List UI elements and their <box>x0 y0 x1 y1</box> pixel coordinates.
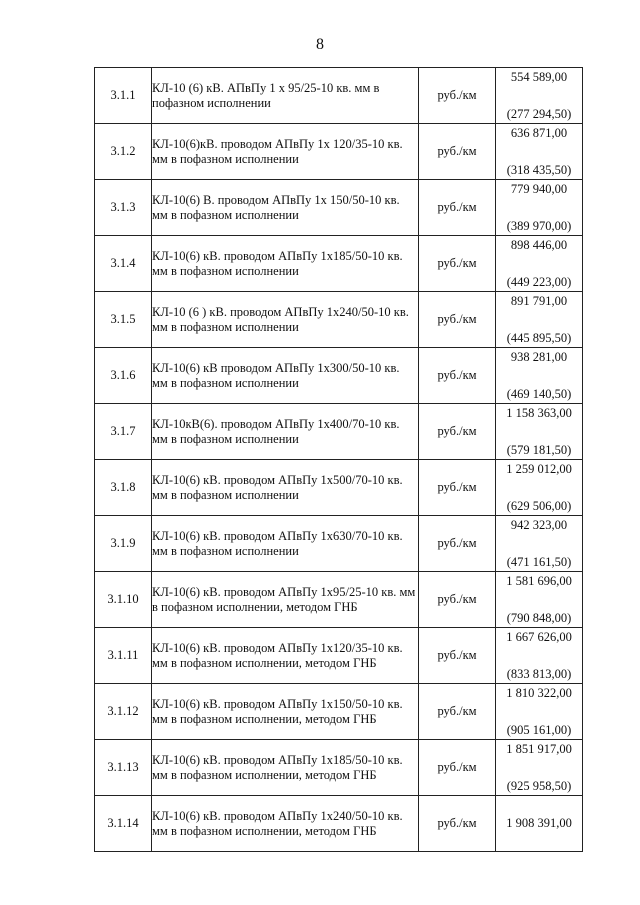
table-row <box>95 628 583 684</box>
table-row <box>95 516 583 572</box>
item-price-cell <box>496 628 583 684</box>
item-number: 3.1.6 <box>95 348 152 404</box>
item-price-alt: (925 958,50) <box>506 778 572 793</box>
item-description: КЛ-10(6) кВ. проводом АПвПу 1х120/35-10 кв. мм в пофазном исполнении, методом ГНБ <box>152 640 403 670</box>
item-description: КЛ-10(6) кВ проводом АПвПу 1х300/50-10 кв. мм в пофазном исполнении <box>152 360 400 390</box>
item-price-cell <box>496 796 583 852</box>
item-description-cell <box>152 68 419 124</box>
item-price-cell <box>496 180 583 236</box>
price-values <box>496 686 582 738</box>
table-row <box>95 68 583 124</box>
item-number: 3.1.11 <box>95 628 152 684</box>
price-values <box>496 182 582 234</box>
item-description-cell <box>152 404 419 460</box>
item-description: КЛ-10(6) В. проводом АПвПу 1х 150/50-10 кв. мм в пофазном исполнении <box>152 192 400 222</box>
table-row <box>95 404 583 460</box>
item-description-cell <box>152 628 419 684</box>
table-row <box>95 740 583 796</box>
item-price-alt: (318 435,50) <box>506 162 572 177</box>
item-unit: руб./км <box>419 180 496 236</box>
rates-table-body <box>95 68 583 852</box>
table-row <box>95 180 583 236</box>
item-price-alt: (905 161,00) <box>506 722 572 737</box>
item-description: КЛ-10 (6) кВ. АПвПу 1 х 95/25-10 кв. мм в пофазном исполнении <box>152 80 380 110</box>
item-unit: руб./км <box>419 516 496 572</box>
item-price-alt: (833 813,00) <box>506 666 572 681</box>
item-price: 942 323,00 <box>510 517 568 532</box>
item-price-alt: (277 294,50) <box>506 106 572 121</box>
table-row <box>95 684 583 740</box>
item-price: 1 259 012,00 <box>506 461 572 476</box>
item-description-cell <box>152 460 419 516</box>
table-row <box>95 796 583 852</box>
item-unit: руб./км <box>419 684 496 740</box>
item-price: 1 581 696,00 <box>506 573 572 588</box>
item-unit: руб./км <box>419 124 496 180</box>
item-unit: руб./км <box>419 348 496 404</box>
item-price-alt: (579 181,50) <box>506 442 572 457</box>
item-description-cell <box>152 516 419 572</box>
table-row <box>95 348 583 404</box>
item-price-cell <box>496 572 583 628</box>
item-price: 779 940,00 <box>510 181 568 196</box>
price-values <box>496 70 582 122</box>
table-row <box>95 460 583 516</box>
item-price-cell <box>496 292 583 348</box>
item-number: 3.1.3 <box>95 180 152 236</box>
item-price-cell <box>496 516 583 572</box>
item-price-alt: (469 140,50) <box>506 386 572 401</box>
item-number: 3.1.7 <box>95 404 152 460</box>
item-price-cell <box>496 348 583 404</box>
item-description: КЛ-10(6) кВ. проводом АПвПу 1х150/50-10 кв. мм в пофазном исполнении, методом ГНБ <box>152 696 403 726</box>
item-description-cell <box>152 180 419 236</box>
item-price: 891 791,00 <box>510 293 568 308</box>
item-price: 1 158 363,00 <box>506 405 572 420</box>
item-unit: руб./км <box>419 572 496 628</box>
item-price-alt: (629 506,00) <box>506 498 572 513</box>
item-price-cell <box>496 460 583 516</box>
item-description-cell <box>152 796 419 852</box>
item-price-alt: (471 161,50) <box>506 554 572 569</box>
item-price-cell <box>496 68 583 124</box>
item-description: КЛ-10(6)кВ. проводом АПвПу 1х 120/35-10 кв. мм в пофазном исполнении <box>152 136 403 166</box>
table-row <box>95 124 583 180</box>
rates-table <box>94 67 583 852</box>
table-row <box>95 292 583 348</box>
item-number: 3.1.13 <box>95 740 152 796</box>
item-price: 1 908 391,00 <box>506 816 572 830</box>
item-description-cell <box>152 740 419 796</box>
item-description: КЛ-10(6) кВ. проводом АПвПу 1х240/50-10 кв. мм в пофазном исполнении, методом ГНБ <box>152 808 403 838</box>
item-description-cell <box>152 684 419 740</box>
item-price-alt: (790 848,00) <box>506 610 572 625</box>
item-price-cell <box>496 236 583 292</box>
item-price-cell <box>496 740 583 796</box>
item-number: 3.1.9 <box>95 516 152 572</box>
item-number: 3.1.4 <box>95 236 152 292</box>
item-unit: руб./км <box>419 68 496 124</box>
item-description: КЛ-10 (6 ) кВ. проводом АПвПу 1х240/50-10 кв. мм в пофазном исполнении <box>152 304 409 334</box>
item-price-alt: (445 895,50) <box>506 330 572 345</box>
item-description: КЛ-10кВ(6). проводом АПвПу 1х400/70-10 кв. мм в пофазном исполнении <box>152 416 400 446</box>
price-values <box>496 630 582 682</box>
price-values <box>496 462 582 514</box>
item-description: КЛ-10(6) кВ. проводом АПвПу 1х95/25-10 кв. мм в пофазном исполнении, методом ГНБ <box>152 584 416 614</box>
item-unit: руб./км <box>419 628 496 684</box>
item-unit: руб./км <box>419 292 496 348</box>
item-price: 554 589,00 <box>510 69 568 84</box>
item-description-cell <box>152 572 419 628</box>
item-price: 1 851 917,00 <box>506 741 572 756</box>
item-price: 898 446,00 <box>510 237 568 252</box>
price-values <box>496 238 582 290</box>
item-unit: руб./км <box>419 460 496 516</box>
item-description: КЛ-10(6) кВ. проводом АПвПу 1х185/50-10 кв. мм в пофазном исполнении, методом ГНБ <box>152 752 403 782</box>
item-number: 3.1.8 <box>95 460 152 516</box>
item-description: КЛ-10(6) кВ. проводом АПвПу 1х185/50-10 кв. мм в пофазном исполнении <box>152 248 403 278</box>
item-unit: руб./км <box>419 796 496 852</box>
item-price: 1 810 322,00 <box>506 685 572 700</box>
page-number: 8 <box>316 36 324 53</box>
price-values <box>496 126 582 178</box>
item-number: 3.1.14 <box>95 796 152 852</box>
item-number: 3.1.10 <box>95 572 152 628</box>
item-number: 3.1.2 <box>95 124 152 180</box>
item-price-cell <box>496 684 583 740</box>
item-description-cell <box>152 292 419 348</box>
item-price-alt: (389 970,00) <box>506 218 572 233</box>
item-number: 3.1.1 <box>95 68 152 124</box>
price-values <box>496 798 582 850</box>
table-row <box>95 572 583 628</box>
price-values <box>496 518 582 570</box>
price-values <box>496 406 582 458</box>
price-values <box>496 294 582 346</box>
item-price: 938 281,00 <box>510 349 568 364</box>
item-unit: руб./км <box>419 404 496 460</box>
item-price: 1 667 626,00 <box>506 629 572 644</box>
price-values <box>496 574 582 626</box>
item-number: 3.1.5 <box>95 292 152 348</box>
item-price-alt: (449 223,00) <box>506 274 572 289</box>
item-description: КЛ-10(6) кВ. проводом АПвПу 1х500/70-10 кв. мм в пофазном исполнении <box>152 472 403 502</box>
item-unit: руб./км <box>419 740 496 796</box>
item-description-cell <box>152 348 419 404</box>
price-values <box>496 350 582 402</box>
item-number: 3.1.12 <box>95 684 152 740</box>
item-description-cell <box>152 124 419 180</box>
item-description-cell <box>152 236 419 292</box>
table-row <box>95 236 583 292</box>
price-values <box>496 742 582 794</box>
item-description: КЛ-10(6) кВ. проводом АПвПу 1х630/70-10 кв. мм в пофазном исполнении <box>152 528 403 558</box>
item-price-cell <box>496 404 583 460</box>
item-unit: руб./км <box>419 236 496 292</box>
item-price: 636 871,00 <box>510 125 568 140</box>
item-price-cell <box>496 124 583 180</box>
